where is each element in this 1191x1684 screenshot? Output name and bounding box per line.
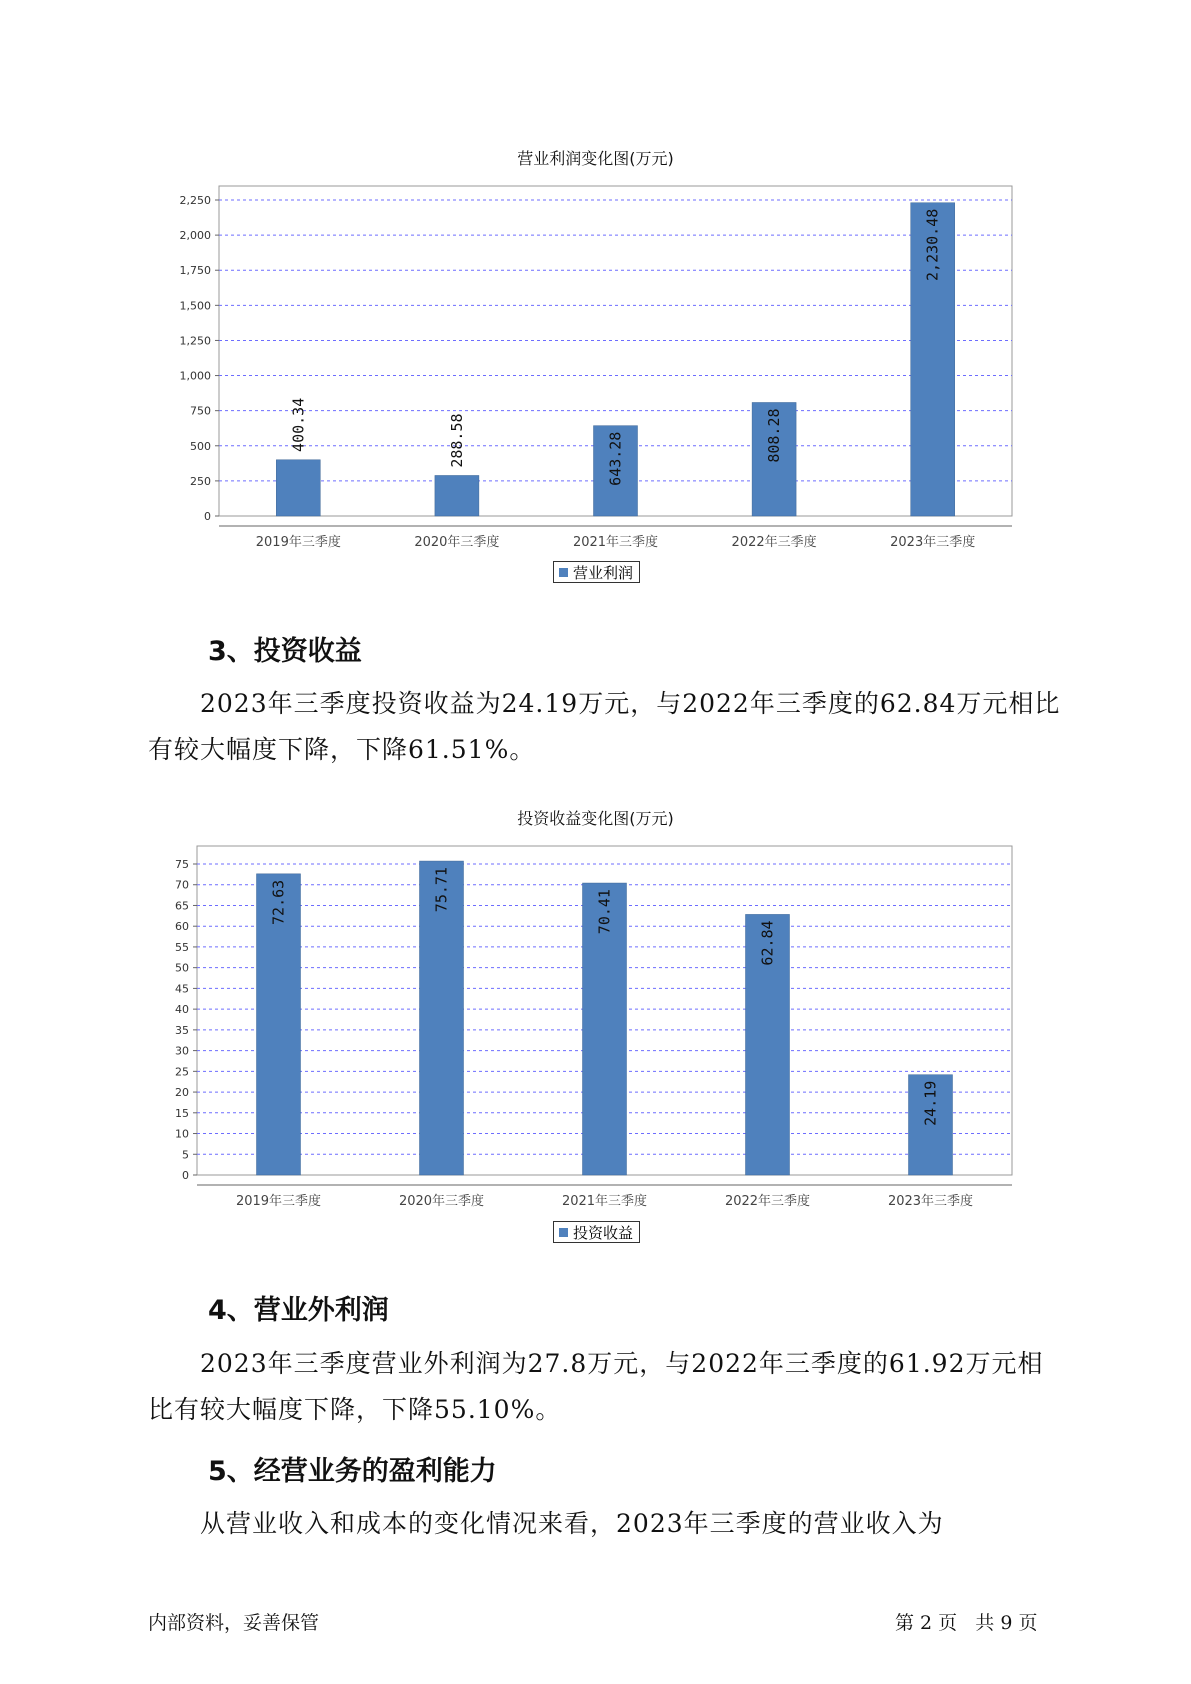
chart2-legend [553,1221,640,1243]
section5-paragraph: 从营业收入和成本的变化情况来看，2023年三季度的营业收入为 [200,1509,944,1538]
y-tick-label: 30 [175,1044,189,1058]
y-tick-label: 50 [175,961,189,975]
x-category-label: 2019年三季度 [255,535,341,550]
x-category-label: 2023年三季度 [887,1194,974,1209]
bar-value-label: 72.63 [269,879,288,925]
y-tick-label: 75 [175,858,189,871]
y-tick-label: 10 [175,1127,189,1141]
y-tick-label: 1,500 [179,299,211,313]
section5-heading: 5、经营业务的盈利能力 [208,1456,497,1487]
section3-paragraph: 2023年三季度投资收益为24.19万元，与2022年三季度的62.84万元相比有较大幅度下降，下降61.51%。 [148,689,1061,764]
bar-value-label: 62.84 [758,920,777,966]
y-tick-label: 1,750 [179,264,211,278]
y-tick-label: 0 [204,510,211,523]
section3-heading: 3、投资收益 [208,636,362,667]
x-category-label: 2019年三季度 [235,1194,322,1209]
y-tick-label: 25 [175,1065,189,1079]
y-tick-label: 20 [175,1086,189,1100]
y-tick-label: 45 [175,982,189,996]
y-tick-label: 750 [190,404,211,418]
x-category-label: 2023年三季度 [890,535,976,550]
y-tick-label: 15 [175,1106,189,1120]
y-tick-label: 500 [190,439,211,453]
y-tick-label: 65 [175,899,189,913]
bar-value-label: 70.41 [595,889,614,935]
footer-page-number: 第 2 页 共 9 页 [895,1612,1038,1634]
section4-heading: 4、营业外利润 [208,1295,389,1326]
section4-paragraph: 2023年三季度营业外利润为27.8万元，与2022年三季度的61.92万元相比有较大幅度下降，下降55.10%。 [148,1349,1044,1424]
y-tick-label: 1,250 [179,334,211,348]
x-category-label: 2020年三季度 [414,535,500,550]
x-category-label: 2022年三季度 [731,535,817,550]
x-category-label: 2022年三季度 [724,1194,811,1209]
y-tick-label: 5 [182,1148,189,1162]
y-tick-label: 250 [190,474,211,488]
chart2-legend-label: 投资收益 [573,1223,634,1242]
bar-value-label: 643.28 [606,431,625,486]
y-tick-label: 1,000 [179,369,211,383]
bar-value-label: 808.28 [765,408,784,463]
bar-value-label: 24.19 [921,1080,940,1126]
y-tick-label: 35 [175,1023,189,1037]
footer-confidential: 内部资料，妥善保管 [148,1612,320,1634]
x-category-label: 2021年三季度 [561,1194,648,1209]
legend-swatch [559,1228,568,1237]
bar-value-label: 2,230.48 [923,208,942,281]
y-tick-label: 40 [175,1003,189,1017]
chart2-title: 投资收益变化图(万元) [517,809,674,828]
y-tick-label: 2,250 [179,194,211,207]
chart1-legend-label: 营业利润 [573,563,634,582]
x-category-label: 2021年三季度 [572,535,659,550]
y-tick-label: 55 [175,940,189,954]
y-tick-label: 60 [175,920,189,934]
y-tick-label: 0 [182,1169,189,1182]
y-tick-label: 2,000 [179,229,211,243]
bar-value-label: 400.34 [289,397,308,452]
chart1-title: 营业利润变化图(万元) [517,149,674,168]
bar-value-label: 288.58 [447,413,466,468]
x-category-label: 2020年三季度 [398,1194,485,1209]
y-tick-label: 70 [175,878,189,892]
bar-value-label: 75.71 [432,867,451,913]
